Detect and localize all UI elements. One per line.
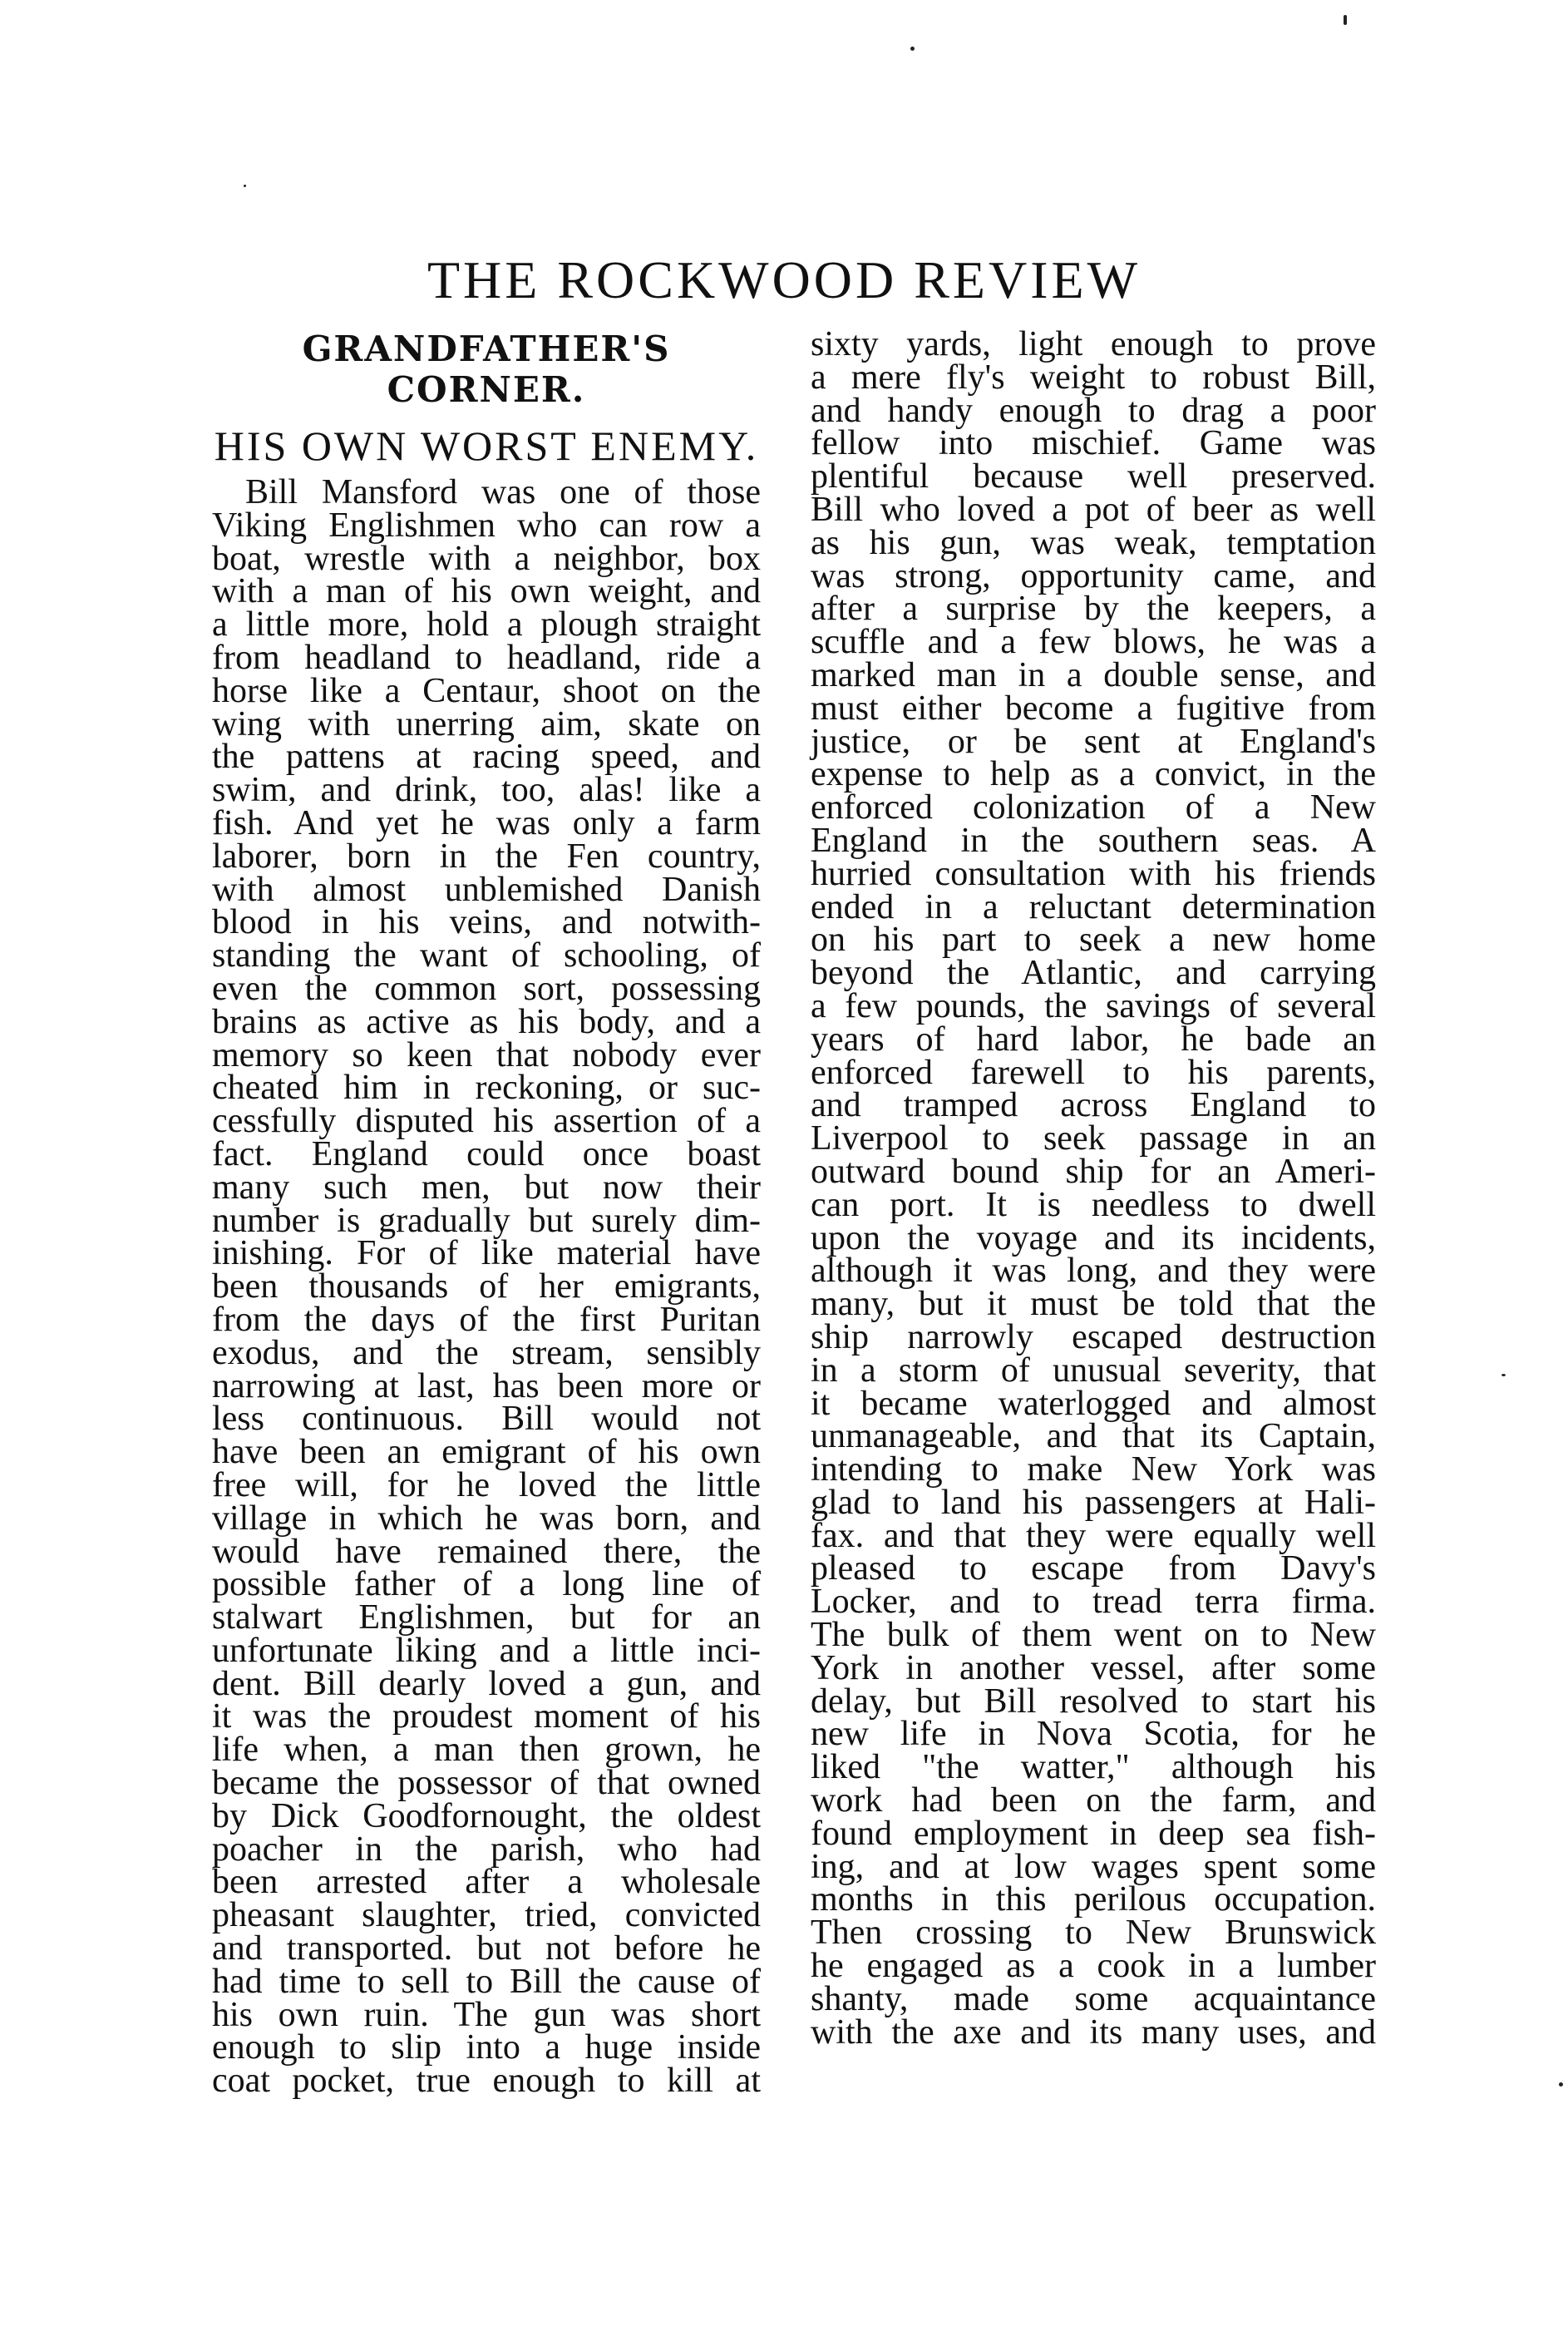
text-line: as his gun, was weak, temptation [811, 523, 1376, 562]
text-line: pheasant slaughter, tried, convicted [212, 1896, 761, 1935]
text-line: although it was long, and they were [811, 1252, 1376, 1291]
text-line: wing with unerring aim, skate on [212, 704, 761, 743]
text-line: ship narrowly escaped destruction [811, 1317, 1376, 1356]
text-line: became the possessor of that owned [212, 1764, 761, 1803]
text-line: stalwart Englishmen, but for an [212, 1598, 761, 1637]
text-line: horse like a Centaur, shoot on the [212, 671, 761, 710]
text-line: Bill who loved a pot of beer as well [811, 490, 1376, 529]
text-line: a few pounds, the savings of several [811, 986, 1376, 1025]
text-line: pleased to escape from Davy's [811, 1549, 1376, 1588]
scan-speck [244, 185, 246, 187]
text-line: from the days of the first Puritan [212, 1300, 761, 1339]
text-line: and tramped across England to [811, 1086, 1376, 1125]
text-line: years of hard labor, he bade an [811, 1020, 1376, 1059]
text-line: enforced colonization of a New [811, 788, 1376, 827]
text-line: narrowing at last, has been more or [212, 1366, 761, 1405]
text-line: and handy enough to drag a poor [811, 391, 1376, 430]
text-line: a little more, hold a plough straight [212, 605, 761, 644]
text-line: enough to slip into a huge inside [212, 2028, 761, 2067]
text-line: fact. England could once boast [212, 1134, 761, 1173]
text-line: been arrested after a wholesale [212, 1863, 761, 1902]
text-line: hurried consultation with his friends [811, 854, 1376, 893]
text-line: it became waterlogged and almost [811, 1384, 1376, 1423]
text-line: free will, for he loved the little [212, 1465, 761, 1504]
text-line: scuffle and a few blows, he was a [811, 623, 1376, 662]
text-line: even the common sort, possessing [212, 969, 761, 1008]
text-line: laborer, born in the Fen country, [212, 837, 761, 876]
text-line: with almost unblemished Danish [212, 870, 761, 909]
text-line: number is gradually but surely dim- [212, 1201, 761, 1240]
text-line: brains as active as his body, and a [212, 1002, 761, 1041]
text-line: unfortunate liking and a little inci- [212, 1631, 761, 1670]
text-line: village in which he was born, and [212, 1499, 761, 1538]
text-line: Viking Englishmen who can row a [212, 506, 761, 545]
text-line: standing the want of schooling, of [212, 936, 761, 975]
text-line: possible father of a long line of [212, 1565, 761, 1604]
text-line: England in the southern seas. A [811, 821, 1376, 860]
scan-speck [1344, 15, 1347, 25]
text-line: exodus, and the stream, sensibly [212, 1333, 761, 1372]
text-line: inishing. For of like material have [212, 1234, 761, 1273]
text-line: unmanageable, and that its Captain, [811, 1417, 1376, 1456]
story-title: HIS OWN WORST ENEMY. [214, 422, 759, 469]
text-line: boat, wrestle with a neighbor, box [212, 539, 761, 578]
text-line: many such men, but now their [212, 1168, 761, 1207]
text-line: found employment in deep sea fish- [811, 1814, 1376, 1853]
text-line: expense to help as a convict, in the [811, 755, 1376, 794]
text-line: months in this perilous occupation. [811, 1880, 1376, 1919]
text-line: in a storm of unusual severity, that [811, 1351, 1376, 1390]
text-line: justice, or be sent at England's [811, 722, 1376, 761]
text-line: it was the proudest moment of his [212, 1697, 761, 1736]
text-line: fellow into mischief. Game was [811, 424, 1376, 463]
text-line: his own ruin. The gun was short [212, 1995, 761, 2034]
text-line: fish. And yet he was only a farm [212, 803, 761, 842]
text-line: fax. and that they were equally well [811, 1516, 1376, 1555]
text-line: York in another vessel, after some [811, 1648, 1376, 1687]
text-line: had time to sell to Bill the cause of [212, 1962, 761, 2001]
right-column-text [811, 325, 1376, 2052]
scan-speck [1501, 1374, 1506, 1376]
text-line: outward bound ship for an Ameri- [811, 1152, 1376, 1191]
text-line: was strong, opportunity came, and [811, 556, 1376, 595]
text-line: poacher in the parish, who had [212, 1830, 761, 1869]
text-line: must either become a fugitive from [811, 689, 1376, 728]
right-column [811, 325, 1376, 2052]
text-line: cessfully disputed his assertion of a [212, 1102, 761, 1141]
left-column-text [212, 473, 761, 2101]
text-line: ended in a reluctant determination [811, 887, 1376, 926]
text-line: ing, and at low wages spent some [811, 1847, 1376, 1886]
scan-speck [910, 47, 915, 51]
text-line: after a surprise by the keepers, a [811, 590, 1376, 629]
text-line: Locker, and to tread terra firma. [811, 1583, 1376, 1622]
text-line: he engaged as a cook in a lumber [811, 1947, 1376, 1986]
scan-speck [1559, 2082, 1563, 2087]
text-line: can port. It is needless to dwell [811, 1185, 1376, 1224]
section-title: GRANDFATHER'S CORNER. [302, 328, 671, 410]
text-line: blood in his veins, and notwith- [212, 903, 761, 942]
text-line: with a man of his own weight, and [212, 572, 761, 611]
text-line: The bulk of them went on to New [811, 1616, 1376, 1655]
text-line: have been an emigrant of his own [212, 1433, 761, 1472]
text-line: marked man in a double sense, and [811, 655, 1376, 694]
text-line: life when, a man then grown, he [212, 1731, 761, 1770]
text-line: plentiful because well preserved. [811, 457, 1376, 496]
text-line: upon the voyage and its incidents, [811, 1218, 1376, 1257]
left-column [212, 328, 761, 2101]
text-line: Liverpool to seek passage in an [811, 1119, 1376, 1158]
text-line: the pattens at racing speed, and [212, 738, 761, 777]
text-line: coat pocket, true enough to kill at [212, 2062, 761, 2101]
text-line: delay, but Bill resolved to start his [811, 1682, 1376, 1721]
text-line: would have remained there, the [212, 1532, 761, 1571]
text-line: many, but it must be told that the [811, 1285, 1376, 1324]
page-header: THE ROCKWOOD REVIEW [427, 250, 1141, 309]
text-line: and transported. but not before he [212, 1929, 761, 1968]
text-line: by Dick Goodfornought, the oldest [212, 1796, 761, 1835]
text-line: work had been on the farm, and [811, 1781, 1376, 1820]
text-line: been thousands of her emigrants, [212, 1267, 761, 1306]
text-line: Bill Mansford was one of those [245, 473, 761, 511]
text-line: Then crossing to New Brunswick [811, 1914, 1376, 1953]
text-line: new life in Nova Scotia, for he [811, 1715, 1376, 1754]
text-line: glad to land his passengers at Hali- [811, 1483, 1376, 1522]
text-line: from headland to headland, ride a [212, 638, 761, 677]
text-line: cheated him in reckoning, or suc- [212, 1069, 761, 1108]
text-line: intending to make New York was [811, 1450, 1376, 1489]
text-line: less continuous. Bill would not [212, 1400, 761, 1439]
text-line: liked "the watter," although his [811, 1748, 1376, 1787]
text-line: memory so keen that nobody ever [212, 1035, 761, 1074]
text-line: with the axe and its many uses, and [811, 2013, 1376, 2052]
text-line: beyond the Atlantic, and carrying [811, 954, 1376, 993]
text-line: on his part to seek a new home [811, 921, 1376, 960]
text-line: shanty, made some acquaintance [811, 1979, 1376, 2018]
text-line: sixty yards, light enough to prove [811, 325, 1376, 363]
text-line: dent. Bill dearly loved a gun, and [212, 1664, 761, 1703]
text-line: enforced farewell to his parents, [811, 1053, 1376, 1092]
text-line: a mere fly's weight to robust Bill, [811, 358, 1376, 397]
text-line: swim, and drink, too, alas! like a [212, 771, 761, 810]
